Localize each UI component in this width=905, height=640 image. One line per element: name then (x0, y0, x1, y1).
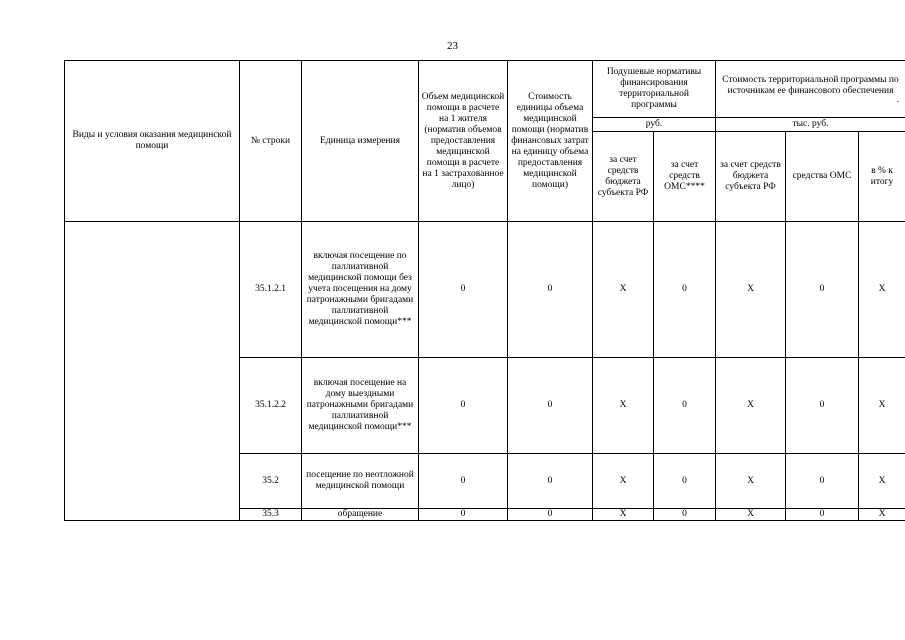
row-per-capita-budget: X (593, 358, 654, 454)
row-territorial-budget: X (716, 222, 786, 358)
row-per-capita-budget: X (593, 222, 654, 358)
row-per-capita-oms: 0 (654, 454, 716, 509)
row-number: 35.3 (240, 509, 302, 521)
row-volume: 0 (419, 358, 508, 454)
row-unit: включая посещение по паллиативной медицинской помощи без учета посещения на дому патронажными бригадами паллиативной медицинской помощи*** (302, 222, 419, 358)
header-per-capita-group: Подушевые нормативы финансирования территориальной программы (593, 61, 716, 118)
row-territorial-budget: X (716, 358, 786, 454)
row-territorial-percent: X (859, 509, 905, 521)
stray-mark: . (896, 95, 900, 105)
row-per-capita-budget: X (593, 454, 654, 509)
header-row-1 (65, 61, 905, 118)
row-per-capita-oms: 0 (654, 222, 716, 358)
row-territorial-oms: 0 (786, 454, 859, 509)
header-territorial-group (716, 61, 905, 118)
row-cost: 0 (508, 509, 593, 521)
row-cost: 0 (508, 358, 593, 454)
row-number: 35.1.2.2 (240, 358, 302, 454)
row-territorial-percent: X (859, 358, 905, 454)
row-number: 35.2 (240, 454, 302, 509)
row-per-capita-oms: 0 (654, 509, 716, 521)
header-volume: Объем медицинской помощи в расчете на 1 жителя (норматив объемов предоставления медицинской помощи в расчете на 1 застрахованное лицо) (419, 61, 508, 222)
header-type: Виды и условия оказания медицинской помощи (65, 61, 240, 222)
row-volume: 0 (419, 454, 508, 509)
data-table (64, 60, 905, 521)
row-territorial-oms: 0 (786, 358, 859, 454)
row-unit: посещение по неотложной медицинской помощи (302, 454, 419, 509)
row-territorial-percent: X (859, 454, 905, 509)
header-cost: Стоимость единицы объема медицинской помощи (норматив финансовых затрат на единицу объема предоставления медицинской помощи) (508, 61, 593, 222)
header-sub-budget-thousand: за счет средств бюджета субъекта РФ (716, 132, 786, 222)
header-unit-rub: руб. (593, 118, 716, 132)
row-per-capita-oms: 0 (654, 358, 716, 454)
header-unit: Единица измерения (302, 61, 419, 222)
row-volume: 0 (419, 509, 508, 521)
row-territorial-budget: X (716, 509, 786, 521)
row-territorial-oms: 0 (786, 509, 859, 521)
row-territorial-budget: X (716, 454, 786, 509)
header-sub-budget-rub: за счет средств бюджета субъекта РФ (593, 132, 654, 222)
type-cell-empty (65, 222, 240, 521)
header-sub-percent: в % к итогу (859, 132, 905, 222)
row-territorial-percent: X (859, 222, 905, 358)
header-sub-oms-thousand: средства ОМС (786, 132, 859, 222)
row-cost: 0 (508, 454, 593, 509)
header-row-number: № строки (240, 61, 302, 222)
table-row (65, 222, 905, 358)
header-sub-oms-rub: за счет средств ОМС**** (654, 132, 716, 222)
page-number: 23 (447, 40, 458, 52)
row-cost: 0 (508, 222, 593, 358)
row-territorial-oms: 0 (786, 222, 859, 358)
header-unit-thousand-rub: тыс. руб. (716, 118, 905, 132)
row-unit: обращение (302, 509, 419, 521)
header-territorial-group-text: Стоимость территориальной программы по источникам ее финансового обеспечения (722, 75, 899, 96)
row-per-capita-budget: X (593, 509, 654, 521)
row-number: 35.1.2.1 (240, 222, 302, 358)
row-volume: 0 (419, 222, 508, 358)
row-unit: включая посещение на дому выездными патронажными бригадами паллиативной медицинской помощи*** (302, 358, 419, 454)
